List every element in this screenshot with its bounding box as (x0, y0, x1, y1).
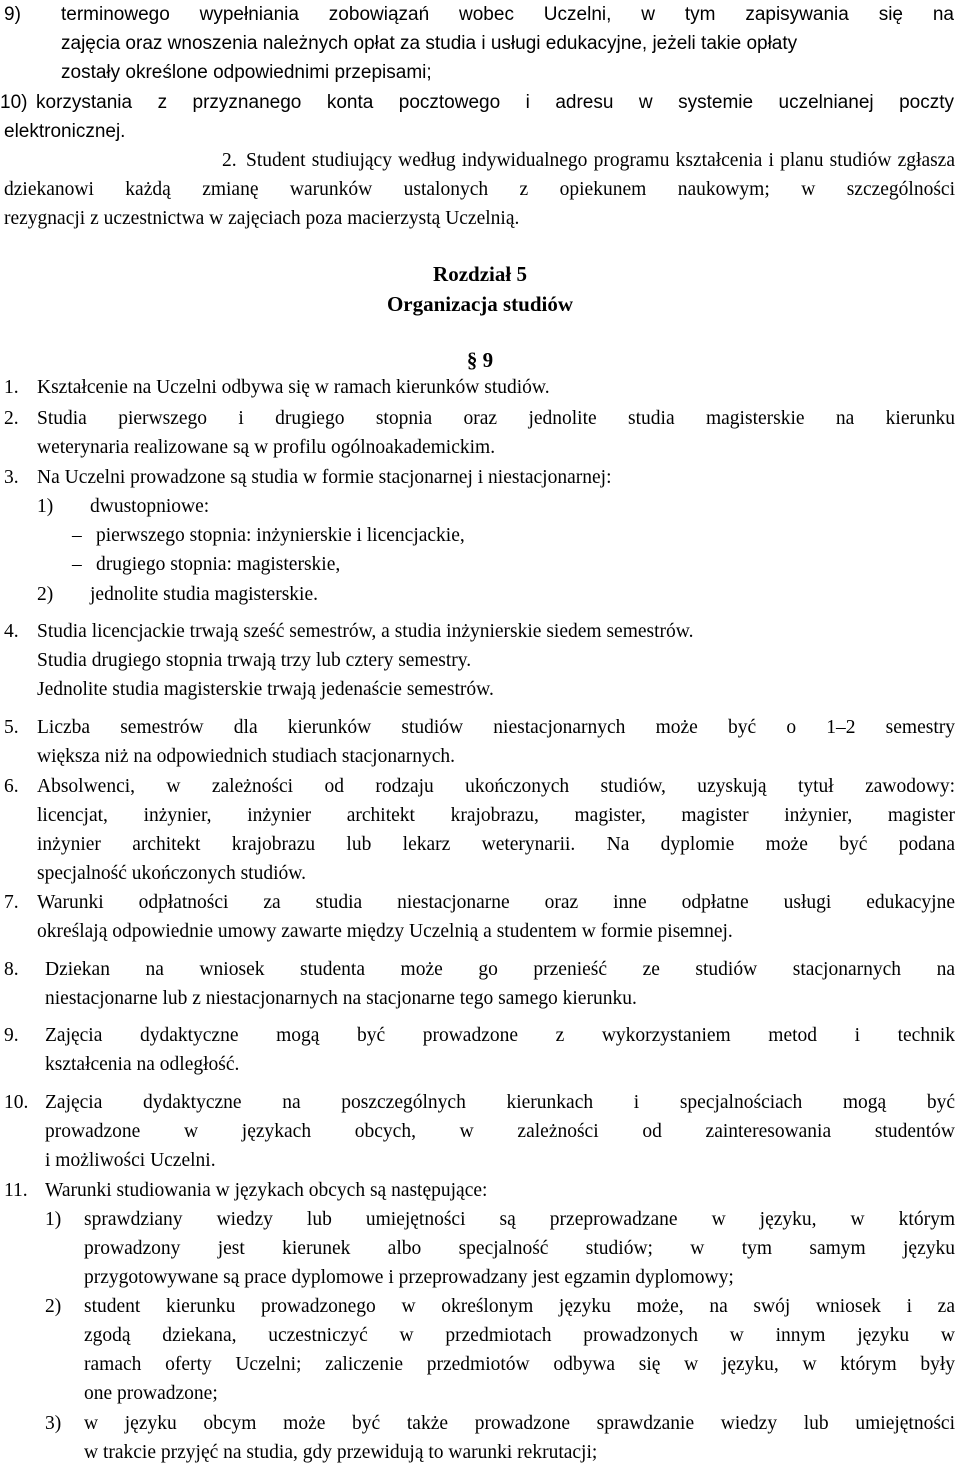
paragraph-marker: 1. (4, 377, 19, 398)
paragraph-line: Studia licencjackie trwają sześć semestrów, a studia inżynierskie siedem semestrów. (37, 621, 694, 642)
paragraph-marker: 2. (4, 408, 19, 429)
sublist-line: w trakcie przyjęć na studia, gdy przewidują to warunki rekrutacji; (84, 1442, 598, 1463)
sublist-marker: 1) (37, 496, 54, 517)
dash-bullet: – (72, 525, 82, 546)
paragraph-line: prowadzone w językach obcych, w zależności od zainteresowania studentów (45, 1121, 955, 1142)
list-item-line: terminowego wypełniania zobowiązań wobec Uczelni, w tym zapisywania się na (61, 4, 954, 25)
sublist-line: sprawdziany wiedzy lub umiejętności są przeprowadzane w języku, w którym (84, 1209, 955, 1230)
paragraph-marker: 5. (4, 717, 19, 738)
paragraph-line: Kształcenie na Uczelni odbywa się w ramach kierunków studiów. (37, 377, 550, 398)
sublist-line: przygotowywane są prace dyplomowe i przeprowadzany jest egzamin dyplomowy; (84, 1267, 734, 1288)
dash-item-line: drugiego stopnia: magisterskie, (96, 554, 341, 575)
paragraph-line: i możliwości Uczelni. (45, 1150, 216, 1171)
sublist-marker: 2) (37, 584, 54, 605)
paragraph-line: Warunki odpłatności za studia niestacjonarne oraz inne odpłatne usługi edukacyjne (37, 892, 955, 913)
paragraph-line: Zajęcia dydaktyczne mogą być prowadzone z wykorzystaniem metod i technik (45, 1025, 955, 1046)
dash-item-line: pierwszego stopnia: inżynierskie i licencjackie, (96, 525, 465, 546)
sublist-line: ramach oferty Uczelni; zaliczenie przedmiotów odbywa się w języku, w którym były (84, 1354, 955, 1375)
paragraph-line: określają odpowiednie umowy zawarte między Uczelnią a studentem w formie pisemnej. (37, 921, 733, 942)
paragraph-marker: 9. (4, 1025, 19, 1046)
paragraph-line: Dziekan na wniosek studenta może go przenieść ze studiów stacjonarnych na (45, 959, 955, 980)
sublist-marker: 1) (45, 1209, 62, 1230)
paragraph-marker: 4. (4, 621, 19, 642)
paragraph-line: dziekanowi każdą zmianę warunków ustalonych z opiekunem naukowym; w szczególności (4, 179, 955, 200)
paragraph-marker: 11. (4, 1180, 28, 1201)
sublist-line: prowadzony jest kierunek albo specjalność studiów; w tym samym języku (84, 1238, 955, 1259)
paragraph-line: weterynaria realizowane są w profilu ogólnoakademickim. (37, 437, 496, 458)
sublist-line: zgodą dziekana, uczestniczyć w przedmiotach prowadzonych w innym języku w (84, 1325, 955, 1346)
paragraph-line: Zajęcia dydaktyczne na poszczególnych kierunkach i specjalnościach mogą być (45, 1092, 955, 1113)
list-marker: 9) (4, 4, 21, 25)
paragraph-line: niestacjonarne lub z niestacjonarnych na stacjonarne tego samego kierunku. (45, 988, 637, 1009)
chapter-subtitle: Organizacja studiów (386, 292, 574, 316)
paragraph-line: Studia pierwszego i drugiego stopnia oraz jednolite studia magisterskie na kierunku (37, 408, 955, 429)
paragraph-line: Liczba semestrów dla kierunków studiów niestacjonarnych może być o 1–2 semestry (37, 717, 955, 738)
chapter-title: Rozdział 5 (433, 262, 527, 286)
list-item-line: zajęcia oraz wnoszenia należnych opłat za studia i usługi edukacyjne, jeżeli takie opłaty (61, 33, 798, 54)
paragraph-marker: 3. (4, 467, 19, 488)
sublist-line: student kierunku prowadzonego w określonym języku może, na swój wniosek i za (84, 1296, 955, 1317)
paragraph-line: inżynier architekt krajobrazu lub lekarz weterynarii. Na dyplomie może być podana (37, 834, 955, 855)
paragraph-marker: 10. (4, 1092, 29, 1113)
sublist-marker: 3) (45, 1413, 62, 1434)
paragraph-marker: 7. (4, 892, 19, 913)
section-number: § 9 (466, 348, 494, 372)
paragraph-marker: 8. (4, 959, 19, 980)
paragraph-line: Studia drugiego stopnia trwają trzy lub cztery semestry. (37, 650, 472, 671)
paragraph-marker: 6. (4, 776, 19, 797)
sublist-marker: 2) (45, 1296, 62, 1317)
dash-bullet: – (72, 554, 82, 575)
paragraph-marker: 2. (222, 150, 237, 171)
paragraph-line: rezygnacji z uczestnictwa w zajęciach poza macierzystą Uczelnią. (4, 208, 520, 229)
sublist-line: one prowadzone; (84, 1383, 218, 1404)
paragraph-line: Jednolite studia magisterskie trwają jedenaście semestrów. (37, 679, 494, 700)
paragraph-line: Absolwenci, w zależności od rodzaju ukończonych studiów, uzyskują tytuł zawodowy: (37, 776, 955, 797)
list-item-line: korzystania z przyznanego konta pocztowego i adresu w systemie uczelnianej poczty (36, 92, 954, 113)
paragraph-line: specjalność ukończonych studiów. (37, 863, 306, 884)
list-item-line: elektronicznej. (4, 121, 126, 142)
paragraph-line: licencjat, inżynier, inżynier architekt krajobrazu, magister, magister inżynier, magister (37, 805, 955, 826)
list-marker: 10) (0, 92, 28, 113)
list-item-line: zostały określone odpowiednimi przepisami; (61, 62, 432, 83)
paragraph-line: większa niż na odpowiednich studiach stacjonarnych. (37, 746, 456, 767)
sublist-line: dwustopniowe: (90, 496, 210, 517)
paragraph-line: Warunki studiowania w językach obcych są następujące: (45, 1180, 488, 1201)
paragraph-line: kształcenia na odległość. (45, 1054, 240, 1075)
paragraph-line: Student studiujący według indywidualnego programu kształcenia i planu studiów zgłasza (246, 150, 955, 171)
sublist-line: jednolite studia magisterskie. (90, 584, 318, 605)
paragraph-line: Na Uczelni prowadzone są studia w formie stacjonarnej i niestacjonarnej: (37, 467, 612, 488)
sublist-line: w języku obcym może być także prowadzone sprawdzanie wiedzy lub umiejętności (84, 1413, 955, 1434)
